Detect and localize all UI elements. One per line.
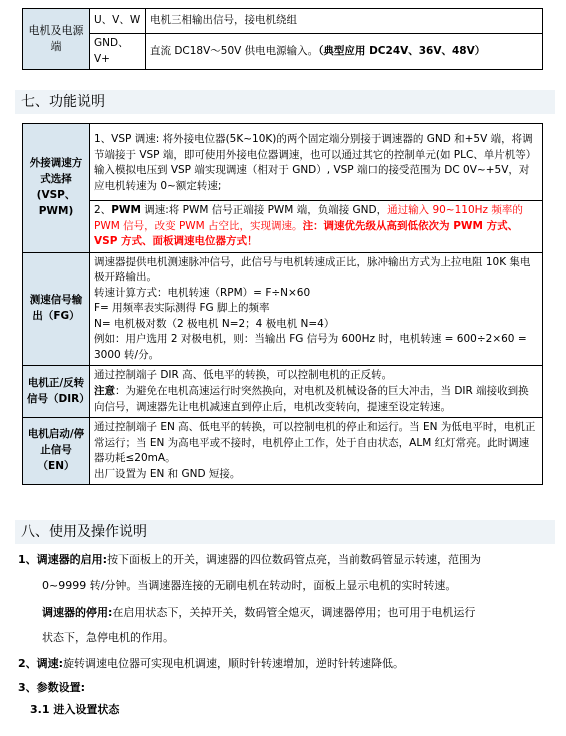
- table-row: [23, 252, 543, 366]
- vsp-cell: 1、VSP 调速: 将外接电位器(5K~10K)的两个固定端分别接于调速器的 GND 和+5V 端，将调节端接于 VSP 端，即可使用外接电位器调速，也可以通过其它的控制单元(如 PLC、单片机等）输入模拟电压到 VSP 端实现调速（相对于 GND）, VSP 端口的接受范围为 DC 0V~+5V，对应电机转速为 0~额定转速;: [90, 124, 543, 201]
- table-row: [23, 201, 543, 253]
- fg-label: 测速信号输出（FG）: [23, 252, 90, 366]
- item-title: 调速器的停用:: [42, 606, 113, 619]
- table-row: [23, 418, 543, 485]
- item-number: 2、: [18, 657, 37, 670]
- usage-item-3-1: 3.1 进入设置状态: [30, 703, 120, 716]
- fg-cell: [90, 252, 543, 366]
- dir-note: [94, 384, 538, 415]
- en-text: 通过控制端子 EN 高、低电平的转换，可以控制电机的停止和运行。当 EN 为低电平时，电机正常运行；当 EN 为高电平或不接时，电机停止工作，处于自由状态，ALM 红灯常亮。此时调速器功耗≤20mA。: [94, 421, 536, 465]
- vsp-pwm-label: 外接调速方式选择(VSP、PWM): [23, 124, 90, 253]
- item-title: 调速:: [36, 657, 64, 670]
- function-table: [22, 123, 543, 485]
- desc-cell: 电机三相输出信号，接电机绕组: [146, 9, 543, 34]
- usage-item-1b: [42, 605, 475, 621]
- en-cell: [90, 418, 543, 485]
- port-cell: U、V、W: [90, 9, 146, 34]
- port-cell: GND、V+: [90, 34, 146, 70]
- dir-label: 电机正/反转信号（DIR）: [23, 366, 90, 418]
- fg-line: F= 用频率表实际测得 FG 脚上的频率: [94, 302, 270, 315]
- dir-line: 通过控制端子 DIR 高、低电平的转换，可以控制电机的正反转。: [94, 369, 393, 382]
- item-text: 旋转调速电位器可实现电机调速，顺时针转速增加，逆时针转速降低。: [63, 657, 405, 670]
- pwm-prefix: 2、: [94, 204, 112, 217]
- pwm-red-text: 通过输入 90~110Hz 频率的 PWM 信号，改变 PWM 占空比，实现调速。: [94, 204, 523, 232]
- dir-note-text: ：为避免在电机高速运行时突然换向，对电机及机械设备的巨大冲击，当 DIR 端接收到换向信号，调速器先让电机减速直到停止后，电机改变转向，提速至设定转速。: [94, 384, 529, 413]
- desc-text: 直流 DC18V～50V 供电电源输入。: [150, 44, 319, 57]
- dir-note-bold: 注意: [94, 384, 115, 397]
- item-text: 按下面板上的开关，调速器的四位数码管点亮，当前数码管显示转速，范围为: [107, 553, 482, 566]
- usage-item-1: [18, 552, 481, 568]
- section-heading-8: 八、使用及操作说明: [15, 520, 555, 544]
- item-number: 1、: [18, 553, 37, 566]
- pwm-priority-note: 注：调速优先级从高到低依次为 PWM 方式、VSP 方式、面板调速电位器方式！: [94, 219, 519, 248]
- table-row: [23, 366, 543, 418]
- usage-item-1b-line2: 状态下，急停电机的作用。: [42, 631, 174, 644]
- en-text-2: 出厂设置为 EN 和 GND 短接。: [94, 467, 241, 480]
- dir-cell: [90, 366, 543, 418]
- fg-line: N= 电机极对数（2 极电机 N=2；4 极电机 N=4）: [94, 317, 335, 330]
- en-label: 电机启动/停止信号（EN）: [23, 418, 90, 485]
- fg-line: 调速器提供电机测速脉冲信号，此信号与电机转速成正比，脉冲输出方式为上拉电阻 10K 集电极开路输出。: [94, 255, 531, 284]
- table-row: [23, 9, 543, 34]
- fg-line: 转速计算方式：电机转速（RPM）= F÷N×60: [94, 286, 311, 299]
- pwm-text: 调速:将 PWM 信号正端接 PWM 端，负端接 GND，: [140, 204, 388, 217]
- pwm-bold: PWM: [111, 204, 141, 217]
- table-row: [23, 124, 543, 201]
- usage-item-3: [18, 680, 85, 696]
- pwm-cell: [90, 201, 543, 253]
- table-row: [23, 34, 543, 70]
- item-title: 参数设置:: [36, 681, 86, 694]
- item-title: 调速器的启用:: [36, 553, 108, 566]
- power-terminal-table: [22, 8, 543, 70]
- usage-item-1-line2: 0~9999 转/分钟。当调速器连接的无刷电机在转动时，面板上显示电机的实时转速。: [42, 579, 457, 592]
- item-number: 3、: [18, 681, 37, 694]
- terminal-label-cell: 电机及电源端: [23, 9, 90, 70]
- desc-bold-text: （典型应用 DC24V、36V、48V）: [318, 44, 486, 57]
- item-text: 在启用状态下，关掉开关，数码管全熄灭，调速器停用；也可用于电机运行: [112, 606, 476, 619]
- desc-cell: [146, 34, 543, 70]
- section-heading-7: 七、功能说明: [15, 90, 555, 114]
- fg-line: 例如：用户选用 2 对极电机，则：当输出 FG 信号为 600Hz 时，电机转速 = 600÷2×60 = 3000 转/分。: [94, 333, 527, 361]
- usage-item-2: [18, 656, 404, 672]
